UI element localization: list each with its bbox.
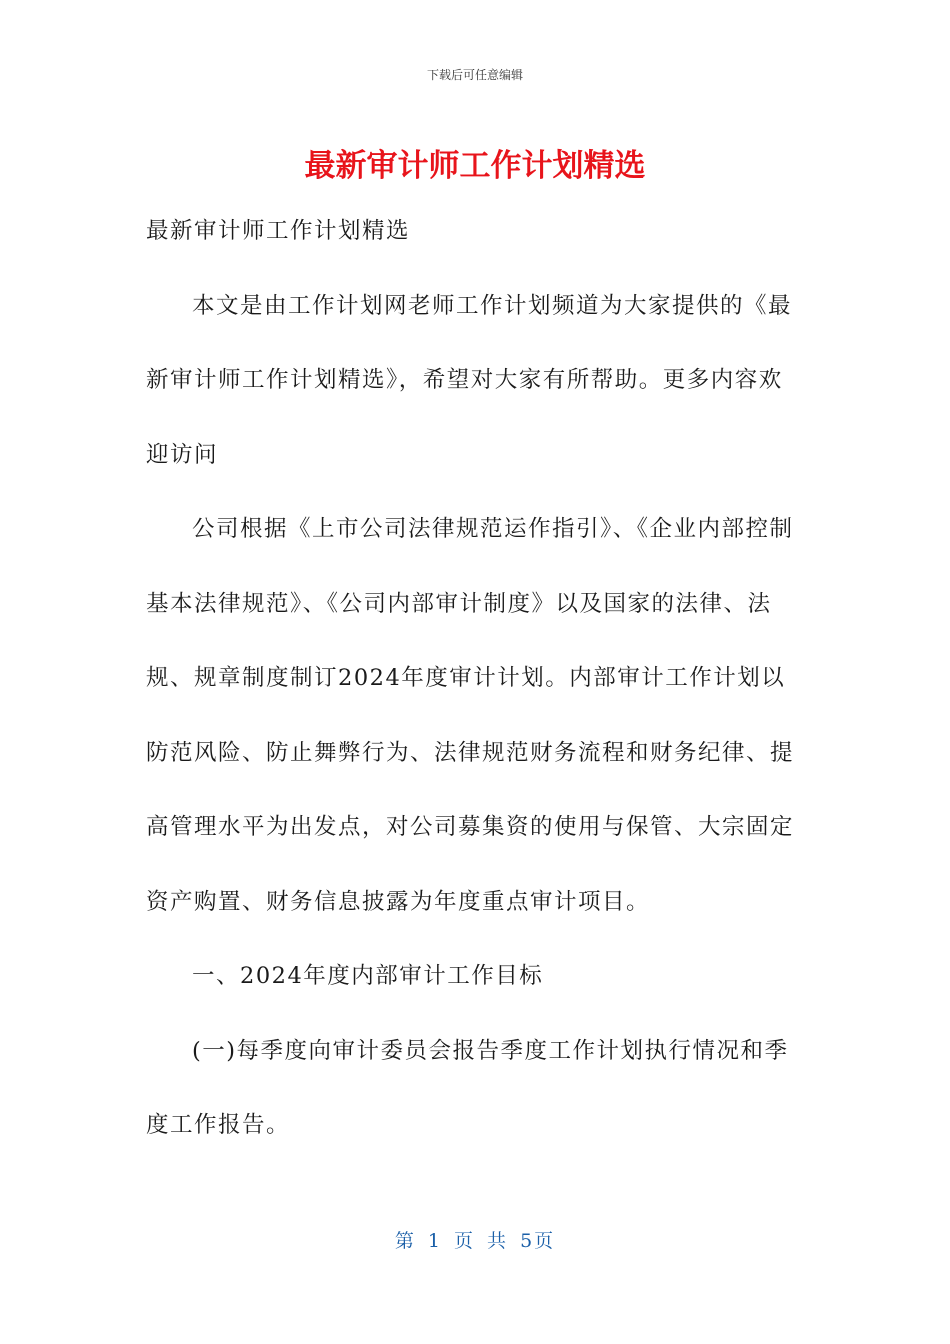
body-paragraph-intro: 本文是由工作计划网老师工作计划频道为大家提供的《最新审计师工作计划精选》，希望对大家有所帮助。更多内容欢迎访问 — [146, 292, 793, 468]
body-paragraph-basis: 公司根据《上市公司法律规范运作指引》、《企业内部控制基本法律规范》、《公司内部审计制度》以及国家的法律、法规、规章制度制订2024年度审计计划。内部审计工作计划以防范风险、防止舞弊行为、法律规范财务流程和财务纪律、提高管理水平为出发点，对公司募集资的使用与保管、大宗固定资产购置、财务信息披露为年度重点审计项目。 — [146, 516, 795, 915]
page-number-indicator: 第 1 页 共 5页 — [394, 1230, 556, 1252]
section-heading-goals: 一、2024年度内部审计工作目标 — [192, 963, 544, 989]
document-title: 最新审计师工作计划精选 — [304, 148, 646, 184]
page-header-note: 下载后可任意编辑 — [426, 68, 523, 82]
document-body — [146, 194, 806, 1163]
body-paragraph-subtitle: 最新审计师工作计划精选 — [146, 218, 411, 244]
body-paragraph-item-1: (一)每季度向审计委员会报告季度工作计划执行情况和季度工作报告。 — [146, 1037, 789, 1138]
